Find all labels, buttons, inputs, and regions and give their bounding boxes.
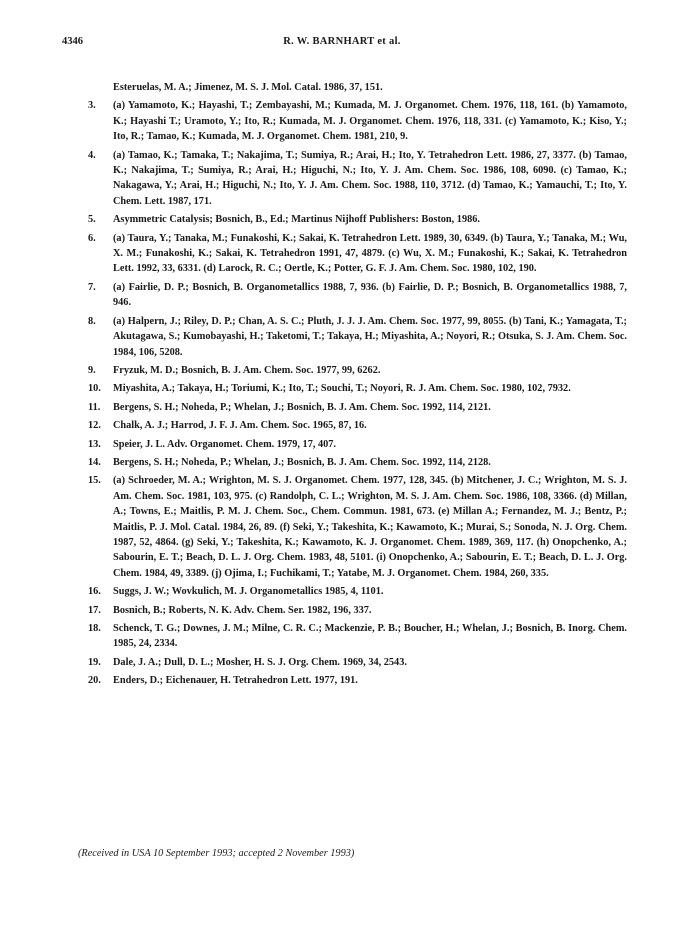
reference-item	[62, 400, 627, 415]
reference-text: (a) Yamamoto, K.; Hayashi, T.; Zembayashi, M.; Kumada, M. J. Organomet. Chem. 1976, 118, 161. (b) Yamamoto, K.; Hayashi T.; Uramoto, Y.; Ito, R.; Kumada, M. J. Organomet. Chem. 1976, 118, 331. (c) Yamamoto, K.; Kiso, Y.; Ito, R.; Tamao, K.; Kumada, M. J. Organomet. Chem. 1981, 210, 9.	[113, 100, 627, 143]
reference-number: 12.	[88, 420, 101, 432]
reference-text: Asymmetric Catalysis; Bosnich, B., Ed.; Martinus Nijhoff Publishers: Boston, 1986.	[113, 214, 480, 226]
reference-text: Speier, J. L. Adv. Organomet. Chem. 1979, 17, 407.	[113, 438, 337, 450]
reference-item	[62, 621, 627, 652]
reference-number: 11.	[88, 401, 101, 413]
reference-number: 6.	[88, 232, 96, 244]
reference-item	[62, 655, 627, 670]
reference-text: (a) Halpern, J.; Riley, D. P.; Chan, A. S. C.; Pluth, J. J. J. Am. Chem. Soc. 1977, 99, 8055. (b) Tani, K.; Yamagata, T.; Akutagawa, S.; Kumobayashi, H.; Taketomi, T.; Takaya, H.; Miyashita, A.; Noyori, R.; Otsuka, S. J. Am. Chem. Soc. 1984, 106, 5208.	[113, 315, 627, 358]
reference-text: Fryzuk, M. D.; Bosnich, B. J. Am. Chem. Soc. 1977, 99, 6262.	[113, 364, 381, 376]
reference-number: 18.	[88, 623, 101, 634]
reference-text: Bosnich, B.; Roberts, N. K. Adv. Chem. Ser. 1982, 196, 337.	[113, 604, 372, 616]
reference-number: 20.	[88, 675, 101, 687]
reference-text: Bergens, S. H.; Noheda, P.; Whelan, J.; Bosnich, B. J. Am. Chem. Soc. 1992, 114, 2128.	[113, 456, 491, 468]
received-note: (Received in USA 10 September 1993; accepted 2 November 1993)	[78, 848, 355, 859]
reference-item	[62, 314, 627, 360]
reference-list	[62, 80, 627, 692]
page-header	[62, 36, 622, 52]
reference-text: Dale, J. A.; Dull, D. L.; Mosher, H. S. J. Org. Chem. 1969, 34, 2543.	[113, 656, 407, 668]
reference-number: 13.	[88, 438, 101, 450]
reference-number: 8.	[88, 315, 96, 327]
reference-number: 16.	[88, 586, 101, 598]
reference-item	[62, 584, 627, 599]
reference-item	[62, 381, 627, 396]
reference-number: 17.	[88, 604, 101, 616]
reference-number: 7.	[88, 281, 96, 293]
reference-text: (a) Taura, Y.; Tanaka, M.; Funakoshi, K.; Sakai, K. Tetrahedron Lett. 1989, 30, 6349. (b) Taura, Y.; Tanaka, M.; Wu, X. M.; Funakoshi, K.; Sakai, K. Tetrahedron 1991, 47, 4879. (c) Wu, X. M.; Funakoshi, K.; Sakai, K. Tetrahedron Lett. 1992, 33, 6331. (d) Larock, R. C.; Oertle, K.; Potter, G. F. J. Am. Chem. Soc. 1980, 102, 190.	[113, 232, 627, 275]
reference-number: 19.	[88, 656, 101, 668]
reference-item	[62, 437, 627, 452]
reference-number: 4.	[88, 149, 96, 161]
reference-item	[62, 473, 627, 581]
reference-text: (a) Schroeder, M. A.; Wrighton, M. S. J. Organomet. Chem. 1977, 128, 345. (b) Mitchener, J. C.; Wrighton, M. S. J. Am. Chem. Soc. 1981, 103, 975. (c) Randolph, C. L.; Wrighton, M. S. J. Am. Chem. Soc. 1986, 108, 3366. (d) Millan, A.; Towns, E.; Maitlis, P. M. J. Chem. Soc., Chem. Commun. 1981, 673. (e) Millan A.; Fernandez, M. J.; Bentz, P.; Maitlis, P. J. Mol. Catal. 1984, 26, 89. (f) Seki, Y.; Takeshita, K.; Kawamoto, K.; Murai, S.; Sonoda, N. J. Org. Chem. 1987, 52, 4864. (g) Seki, Y.; Takeshita, K.; Kawamoto, K. J. Organomet. Chem. 1989, 369, 117. (h) Onopchenko, A.; Sabourin, E. T.; Beach, D. L. J. Org. Chem. 1983, 48, 5101. (i) Onopchenko, A.; Sabourin, E. T.; Beach, D. L. J. Org. Chem. 1984, 49, 3389. (j) Ojima, I.; Fuchikami, T.; Yatabe, M. J. Organomet. Chem. 1984, 260, 335.	[113, 475, 627, 579]
reference-item	[62, 280, 627, 311]
reference-text: Enders, D.; Eichenauer, H. Tetrahedron Lett. 1977, 191.	[113, 675, 358, 687]
reference-number: 5.	[88, 214, 96, 226]
reference-item	[62, 148, 627, 210]
reference-text: (a) Fairlie, D. P.; Bosnich, B. Organometallics 1988, 7, 936. (b) Fairlie, D. P.; Bosnich, B. Organometallics 1988, 7, 946.	[113, 281, 627, 309]
reference-item	[62, 673, 627, 688]
reference-text: (a) Tamao, K.; Tamaka, T.; Nakajima, T.; Sumiya, R.; Arai, H.; Ito, Y. Tetrahedron Lett. 1986, 27, 3377. (b) Tamao, K.; Nakajima, T.; Sumiya, R.; Arai, H.; Higuchi, N.; Ito, Y. J. Am. Chem. Soc. 1986, 108, 6090. (c) Tamao, K.; Nakagawa, Y.; Arai, H.; Higuchi, N.; Ito, Y. J. Am. Chem. Soc. 1988, 110, 3712. (d) Tamao, K.; Yamauchi, T.; Ito, Y. Chem. Lett. 1987, 171.	[113, 149, 627, 207]
reference-item	[62, 603, 627, 618]
reference-continuation	[62, 80, 627, 95]
reference-text: Chalk, A. J.; Harrod, J. F. J. Am. Chem. Soc. 1965, 87, 16.	[113, 420, 367, 432]
running-head: R. W. BARNHART et al.	[283, 36, 401, 47]
reference-item	[62, 455, 627, 470]
reference-number: 15.	[88, 475, 101, 487]
reference-item	[62, 212, 627, 227]
page-number: 4346	[62, 36, 83, 47]
reference-text: Schenck, T. G.; Downes, J. M.; Milne, C. R. C.; Mackenzie, P. B.; Boucher, H.; Whelan, J.; Bosnich, B. Inorg. Chem. 1985, 24, 2334.	[113, 623, 627, 650]
reference-item	[62, 418, 627, 433]
reference-number: 10.	[88, 383, 101, 395]
reference-number: 9.	[88, 364, 96, 376]
reference-text: Suggs, J. W.; Wovkulich, M. J. Organometallics 1985, 4, 1101.	[113, 586, 384, 598]
reference-text: Bergens, S. H.; Noheda, P.; Whelan, J.; Bosnich, B. J. Am. Chem. Soc. 1992, 114, 2121.	[113, 401, 491, 413]
reference-item	[62, 363, 627, 378]
reference-number: 3.	[88, 100, 96, 112]
reference-item	[62, 231, 627, 277]
reference-text: Esteruelas, M. A.; Jimenez, M. S. J. Mol. Catal. 1986, 37, 151.	[113, 82, 383, 93]
reference-text: Miyashita, A.; Takaya, H.; Toriumi, K.; Ito, T.; Souchi, T.; Noyori, R. J. Am. Chem. Soc. 1980, 102, 7932.	[113, 383, 571, 395]
reference-item	[62, 98, 627, 144]
reference-number: 14.	[88, 456, 101, 468]
